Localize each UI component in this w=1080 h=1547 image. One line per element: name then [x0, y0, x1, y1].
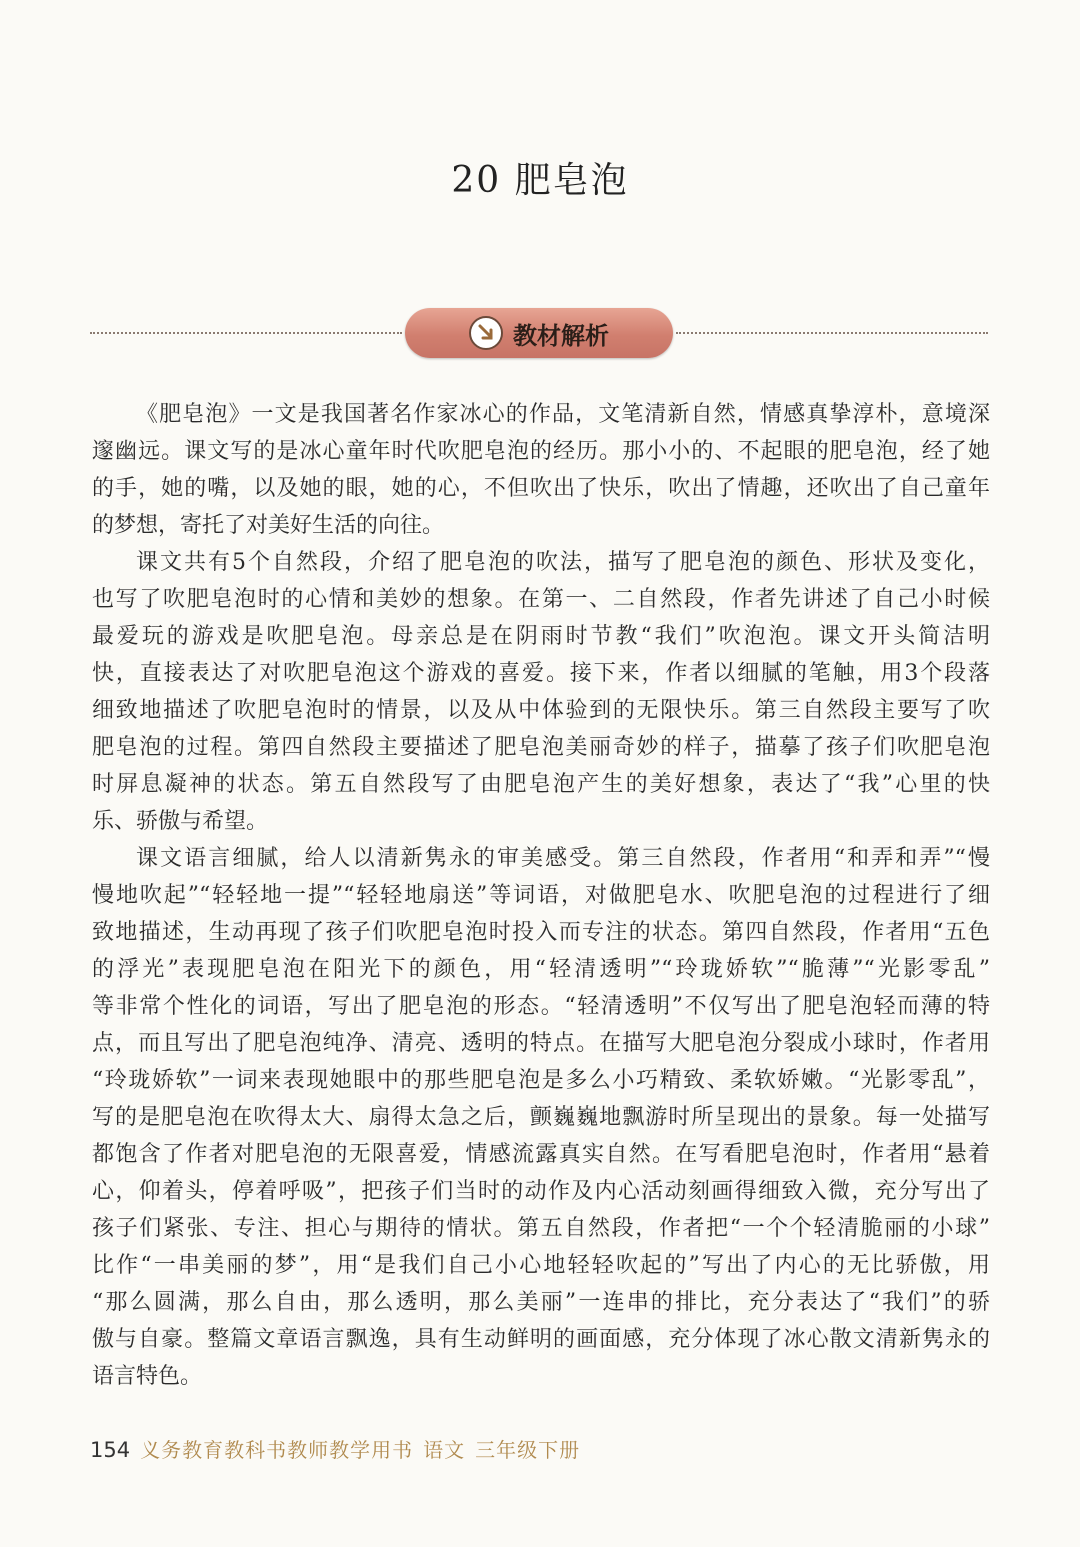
section-divider-left — [90, 332, 402, 334]
text-line: 课文共有5个自然段，介绍了肥皂泡的吹法，描写了肥皂泡的颜色、形状及变化， — [136, 550, 990, 575]
paragraph — [92, 840, 990, 1395]
text-line: 肥皂泡的过程。第四自然段主要描述了肥皂泡美丽奇妙的样子，描摹了孩子们吹肥皂泡 — [92, 735, 990, 760]
section-label: 教材解析 — [513, 321, 609, 350]
text-line: 点，而且写出了肥皂泡纯净、清亮、透明的特点。在描写大肥皂泡分裂成小球时，作者用 — [92, 1031, 990, 1056]
text-line: 的手，她的嘴，以及她的眼，她的心，不但吹出了快乐，吹出了情趣，还吹出了自己童年 — [92, 476, 990, 501]
text-line: 细致地描述了吹肥皂泡时的情景，以及从中体验到的无限快乐。第三自然段主要写了吹 — [92, 698, 990, 723]
text-line: 比作“一串美丽的梦”，用“是我们自己小心地轻轻吹起的”写出了内心的无比骄傲，用 — [92, 1253, 990, 1278]
text-line: 傲与自豪。整篇文章语言飘逸，具有生动鲜明的画面感，充分体现了冰心散文清新隽永的 — [92, 1327, 990, 1352]
book-grade: 三年级下册 — [475, 1438, 581, 1462]
text-line: 邃幽远。课文写的是冰心童年时代吹肥皂泡的经历。那小小的、不起眼的肥皂泡，经了她 — [92, 439, 990, 464]
lesson-title: 20 肥皂泡 — [451, 160, 629, 201]
page-footer — [90, 1434, 580, 1463]
text-line: 等非常个性化的词语，写出了肥皂泡的形态。“轻清透明”不仅写出了肥皂泡轻而薄的特 — [92, 994, 990, 1019]
text-line: 孩子们紧张、专注、担心与期待的情状。第五自然段，作者把“一个个轻清脆丽的小球” — [92, 1216, 990, 1241]
text-line: 致地描述，生动再现了孩子们吹肥皂泡时投入而专注的状态。第四自然段，作者用“五色 — [92, 920, 990, 945]
body-text — [92, 396, 990, 1395]
text-line: “玲珑娇软”一词来表现她眼中的那些肥皂泡是多么小巧精致、柔软娇嫩。“光影零乱”， — [92, 1068, 990, 1093]
book-subject: 语文 — [423, 1438, 466, 1462]
text-line: “那么圆满，那么自由，那么透明，那么美丽”一连串的排比，充分表达了“我们”的骄 — [92, 1290, 990, 1315]
text-line: 时屏息凝神的状态。第五自然段写了由肥皂泡产生的美好想象，表达了“我”心里的快 — [92, 772, 990, 797]
text-line: 课文语言细腻，给人以清新隽永的审美感受。第三自然段，作者用“和弄和弄”“慢 — [136, 846, 990, 871]
text-line: 《肥皂泡》一文是我国著名作家冰心的作品，文笔清新自然，情感真挚淳朴，意境深 — [136, 402, 990, 427]
arrow-down-right-circle-icon — [469, 316, 503, 350]
book-title: 义务教育教科书教师教学用书 — [140, 1438, 414, 1462]
page-number: 154 — [90, 1438, 131, 1462]
text-line: 都饱含了作者对肥皂泡的无限喜爱，情感流露真实自然。在写看肥皂泡时，作者用“悬着 — [92, 1142, 990, 1167]
paragraph — [92, 396, 990, 544]
text-line: 也写了吹肥皂泡时的心情和美妙的想象。在第一、二自然段，作者先讲述了自己小时候 — [92, 587, 990, 612]
paragraph — [92, 544, 990, 840]
text-line: 快，直接表达了对吹肥皂泡这个游戏的喜爱。接下来，作者以细腻的笔触，用3个段落 — [92, 661, 990, 686]
text-line: 的浮光”表现肥皂泡在阳光下的颜色，用“轻清透明”“玲珑娇软”“脆薄”“光影零乱” — [92, 957, 990, 982]
text-line: 写的是肥皂泡在吹得太大、扇得太急之后，颤巍巍地飘游时所呈现出的景象。每一处描写 — [92, 1105, 990, 1130]
text-line: 的梦想，寄托了对美好生活的向往。 — [92, 513, 445, 538]
text-line: 语言特色。 — [92, 1364, 203, 1389]
text-line: 慢地吹起”“轻轻地一提”“轻轻地扇送”等词语，对做肥皂水、吹肥皂泡的过程进行了细 — [92, 883, 990, 908]
text-line: 最爱玩的游戏是吹肥皂泡。母亲总是在阴雨时节教“我们”吹泡泡。课文开头简洁明 — [92, 624, 990, 649]
section-badge — [405, 308, 673, 358]
text-line: 乐、骄傲与希望。 — [92, 809, 269, 834]
text-line: 心，仰着头，停着呼吸”，把孩子们当时的动作及内心活动刻画得细致入微，充分写出了 — [92, 1179, 990, 1204]
section-divider-right — [676, 332, 988, 334]
